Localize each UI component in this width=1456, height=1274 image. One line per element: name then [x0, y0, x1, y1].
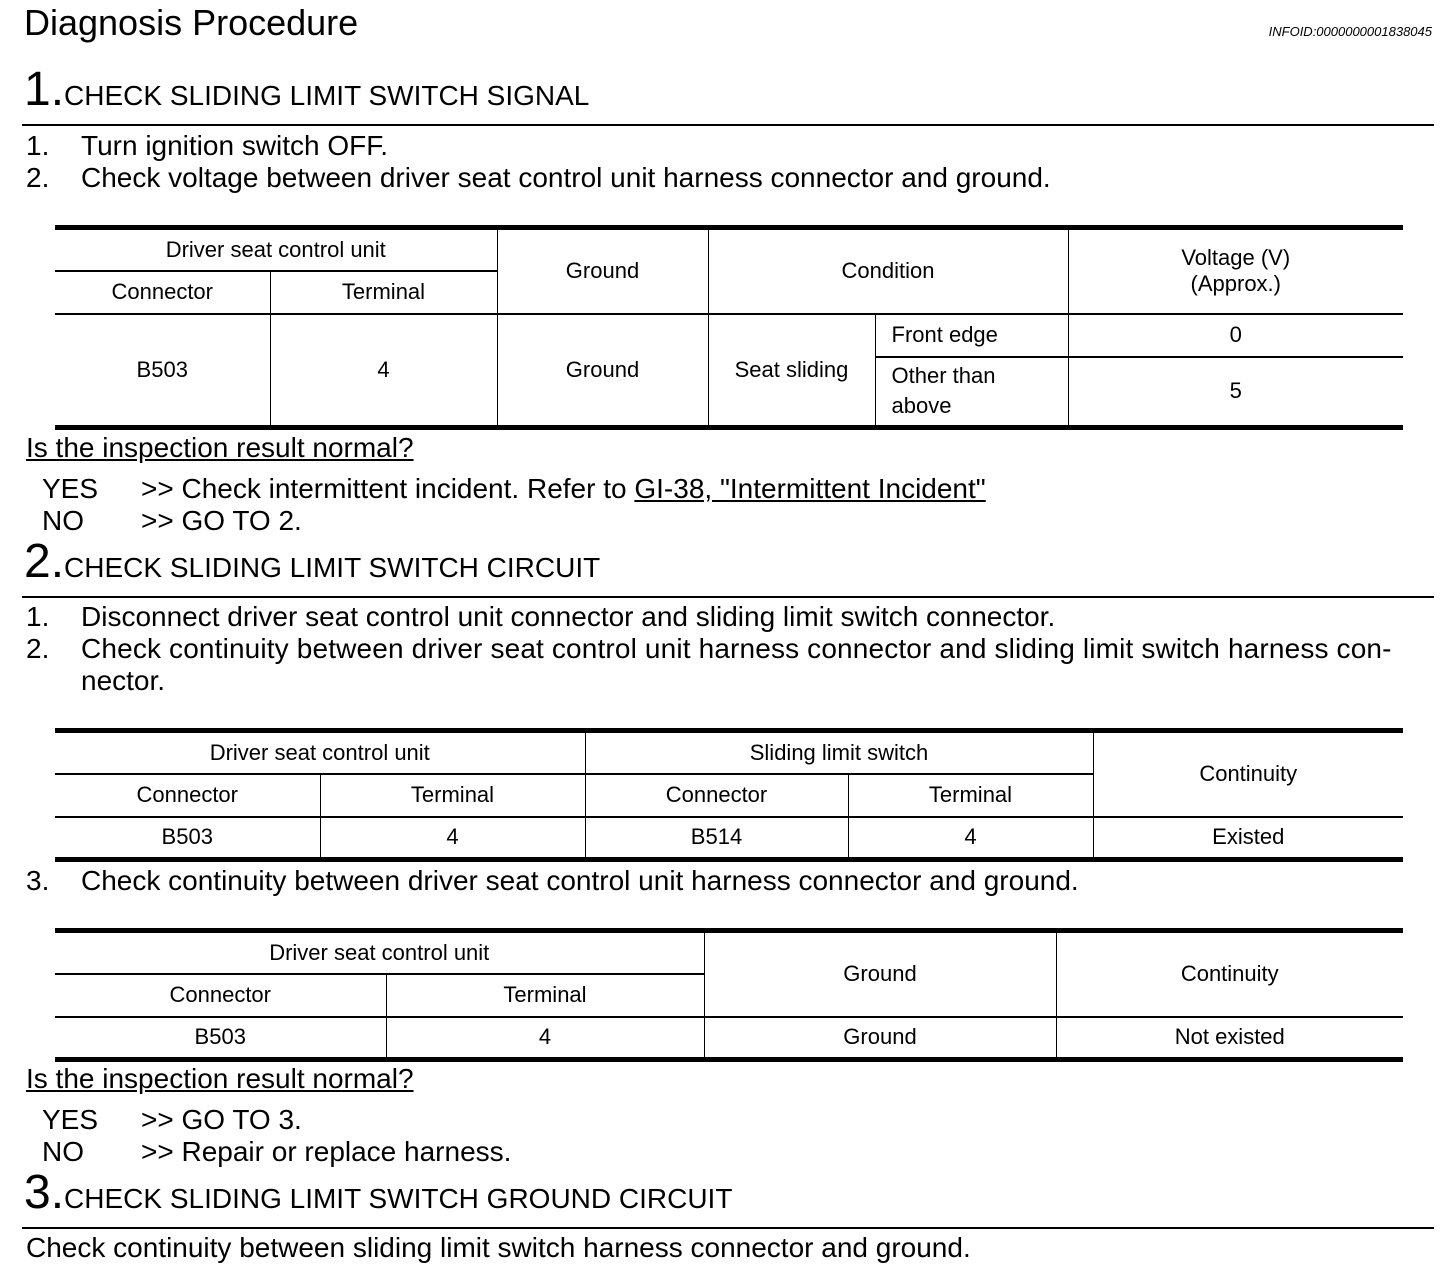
header-connector: Connector: [585, 774, 848, 817]
section-1-title: CHECK SLIDING LIMIT SWITCH SIGNAL: [64, 80, 590, 111]
step-number: 3.: [26, 865, 50, 896]
info-id: INFOID:0000000001838045: [1268, 24, 1432, 39]
header-ground: Ground: [704, 931, 1056, 1017]
step-number: 2.: [26, 633, 50, 664]
section-2-number: 2.: [24, 535, 65, 588]
header-terminal: Terminal: [848, 774, 1093, 817]
answer-text: >> Repair or replace harness.: [141, 1136, 512, 1167]
cell-connector: B514: [585, 817, 848, 860]
answer-text: >> GO TO 3.: [141, 1104, 302, 1135]
answer-key: YES: [42, 1104, 99, 1135]
answer-text: >> GO TO 2.: [141, 505, 302, 536]
section-2-rule: [22, 596, 1434, 598]
header-connector: Connector: [55, 974, 386, 1017]
header-voltage: [1068, 228, 1403, 314]
cell-terminal: 4: [848, 817, 1093, 860]
header-condition: Condition: [708, 228, 1068, 314]
reference-link[interactable]: GI-38, "Intermittent Incident": [634, 473, 986, 504]
cell-voltage-front-edge: 0: [1068, 314, 1403, 357]
cell-continuity: Not existed: [1056, 1017, 1403, 1060]
step-text: Disconnect driver seat control unit connector and sliding limit switch connector.: [81, 601, 1056, 632]
section-2-heading: [24, 535, 601, 588]
header-driver-seat-control-unit: Driver seat control unit: [55, 731, 585, 774]
voltage-table: [55, 225, 1403, 430]
step-text: Check voltage between driver seat control unit harness connector and ground.: [81, 162, 1051, 193]
answer-text: [141, 473, 986, 505]
step-number: 2.: [26, 162, 50, 193]
header-driver-seat-control-unit: Driver seat control unit: [55, 931, 704, 974]
cell-continuity: Existed: [1093, 817, 1403, 860]
answer-text-prefix: >> Check intermittent incident. Refer to: [141, 473, 635, 504]
continuity-table-switch: [55, 728, 1403, 862]
section-1-number: 1.: [24, 63, 65, 116]
cell-connector: B503: [55, 817, 320, 860]
section-2-question: Is the inspection result normal?: [26, 1063, 414, 1094]
cell-other-than-line1: Other than: [891, 363, 996, 389]
cell-voltage-other: 5: [1068, 357, 1403, 428]
header-connector: Connector: [55, 774, 320, 817]
section-1-heading: [24, 63, 590, 116]
header-continuity: Continuity: [1056, 931, 1403, 1017]
header-ground: Ground: [497, 228, 708, 314]
step-number: 1.: [26, 601, 50, 632]
header-continuity: Continuity: [1093, 731, 1403, 817]
step-text: Check continuity between driver seat control unit harness connector and ground.: [81, 865, 1079, 896]
answer-key: NO: [42, 505, 84, 536]
cell-terminal: 4: [320, 817, 585, 860]
page-title: Diagnosis Procedure: [24, 2, 359, 43]
section-3-number: 3.: [24, 1166, 65, 1219]
answer-key: YES: [42, 473, 99, 504]
voltage-label: Voltage (V): [1181, 245, 1291, 271]
cell-ground: Ground: [704, 1017, 1056, 1060]
cell-connector: B503: [55, 1017, 386, 1060]
header-sliding-limit-switch: Sliding limit switch: [585, 731, 1093, 774]
cell-terminal: 4: [270, 314, 497, 428]
answer-key: NO: [42, 1136, 84, 1167]
step-number: 1.: [26, 130, 50, 161]
cell-other-than-above: [875, 357, 1068, 428]
section-3-heading: [24, 1166, 733, 1219]
header-terminal: Terminal: [270, 271, 497, 314]
step-text: Check continuity between driver seat control unit harness connector and sliding limit switch harness con-: [81, 633, 1392, 664]
cell-other-than-line2: above: [891, 393, 952, 419]
cell-front-edge: Front edge: [875, 314, 1068, 357]
header-terminal: Terminal: [320, 774, 585, 817]
section-1-rule: [22, 124, 1434, 126]
cell-terminal: 4: [386, 1017, 704, 1060]
section-3-title: CHECK SLIDING LIMIT SWITCH GROUND CIRCUIT: [64, 1183, 733, 1214]
header-connector: Connector: [55, 271, 270, 314]
section-1-question: Is the inspection result normal?: [26, 432, 414, 463]
header-driver-seat-control-unit: Driver seat control unit: [55, 228, 497, 271]
voltage-approx-label: (Approx.): [1190, 271, 1281, 297]
step-text-continued: nector.: [81, 665, 166, 696]
section-3-text: Check continuity between sliding limit switch harness connector and ground.: [26, 1232, 971, 1263]
cell-ground: Ground: [497, 314, 708, 428]
cell-connector: B503: [55, 314, 270, 428]
section-3-rule: [22, 1227, 1434, 1229]
step-text: Turn ignition switch OFF.: [81, 130, 389, 161]
header-terminal: Terminal: [386, 974, 704, 1017]
continuity-table-ground: [55, 928, 1403, 1062]
cell-condition: Seat sliding: [708, 314, 875, 428]
section-2-title: CHECK SLIDING LIMIT SWITCH CIRCUIT: [64, 552, 601, 583]
